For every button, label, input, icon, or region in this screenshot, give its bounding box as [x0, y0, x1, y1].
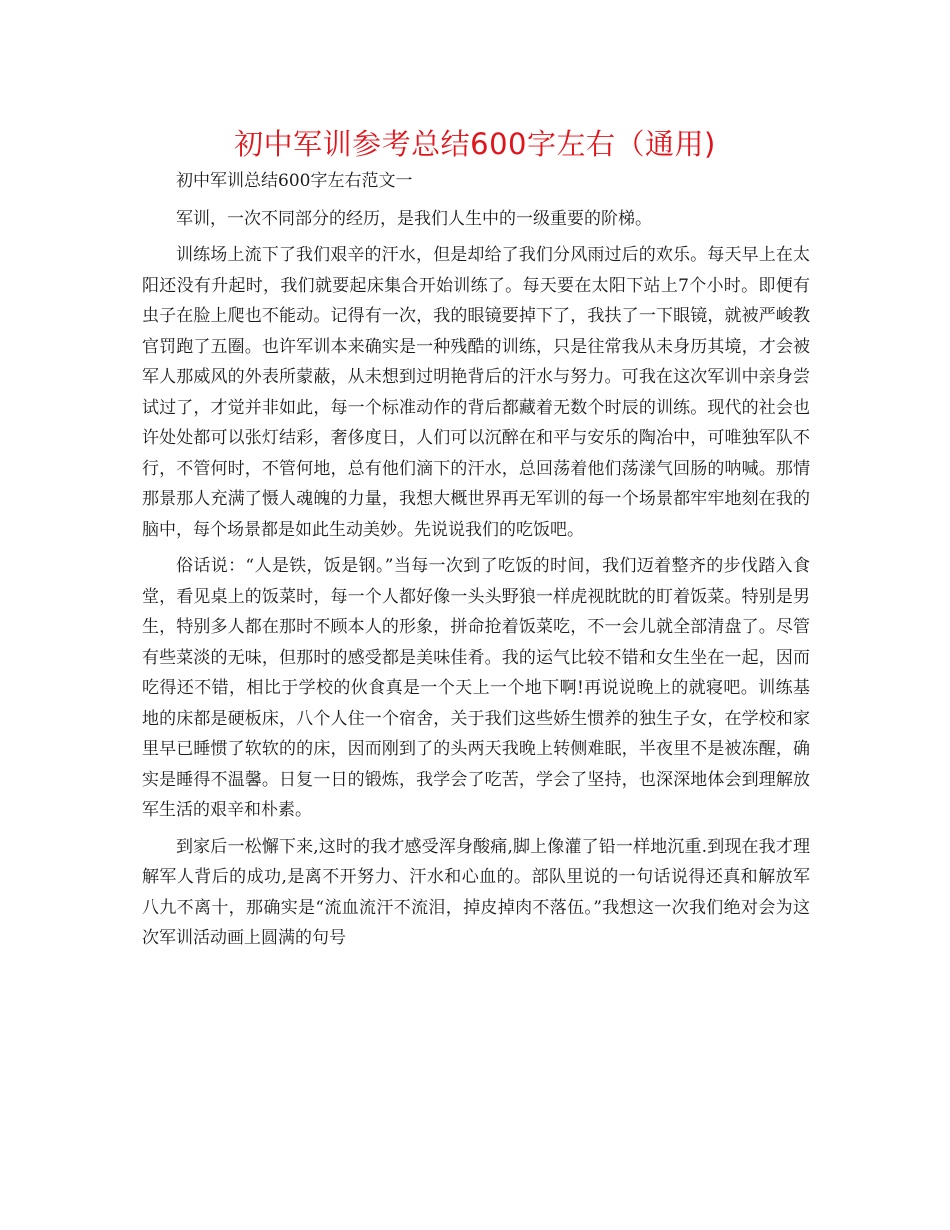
essay-subtitle: 初中军训总结600字左右范文一 — [176, 171, 413, 191]
document-title: 初中军训参考总结600字左右（通用) — [234, 127, 716, 161]
paragraph: 到家后一松懈下来,这时的我才感受浑身酸痛,脚上像灌了铅一样地沉重.到现在我才理解军人背后的成功,是离不开努力、汗水和心血的。部队里说的一句话说得还真和解放军八九不离十，那确实是“流血流汗不流泪，掉皮掉肉不落伍。”我想这一次我们绝对会为这次军训活动画上圆满的句号 — [142, 836, 810, 948]
document-body — [142, 166, 810, 960]
paragraph: 军训，一次不同部分的经历，是我们人生中的一级重要的阶梯。 — [176, 208, 652, 229]
paragraph: 俗话说：“人是铁，饭是钢。”当每一次到了吃饭的时间，我们迈着整齐的步伐踏入食堂，看见桌上的饭菜时，每一个人都好像一头头野狼一样虎视眈眈的盯着饭菜。特别是男生，特别多人都在那时不顾本人的形象，拼命抢着饭菜吃，不一会儿就全部清盘了。尽管有些菜淡的无味，但那时的感受都是美味佳肴。我的运气比较不错和女生坐在一起，因而吃得还不错，相比于学校的伙食真是一个天上一个地下啊!再说说晚上的就寝吧。训练基地的床都是硬板床，八个人住一个宿舍，关于我们这些娇生惯养的独生子女，在学校和家里早已睡惯了软软的的床，因而刚到了的头两天我晚上转侧难眠，半夜里不是被冻醒，确实是睡得不温馨。日复一日的锻炼，我学会了吃苦，学会了坚持，也深深地体会到理解放军生活的艰辛和朴素。 — [142, 556, 810, 820]
paragraph: 训练场上流下了我们艰辛的汗水，但是却给了我们分风雨过后的欢乐。每天早上在太阳还没有升起时，我们就要起床集合开始训练了。每天要在太阳下站上7个小时。即便有虫子在脸上爬也不能动。记得有一次，我的眼镜要掉下了，我扶了一下眼镜，就被严峻教官罚跑了五圈。也许军训本来确实是一种残酷的训练，只是往常我从未身历其境，才会被军人那威风的外表所蒙蔽，从未想到过明艳背后的汗水与努力。可我在这次军训中亲身尝试过了，才觉并非如此，每一个标准动作的背后都藏着无数个时辰的训练。现代的社会也许处处都可以张灯结彩，奢侈度日，人们可以沉醉在和平与安乐的陶冶中，可唯独军队不行，不管何时，不管何地，总有他们滴下的汗水，总回荡着他们荡漾气回肠的呐喊。那情那景那人充满了慑人魂魄的力量，我想大概世界再无军训的每一个场景都牢牢地刻在我的脑中，每个场景都是如此生动美妙。先说说我们的吃饭吧。 — [142, 245, 810, 540]
